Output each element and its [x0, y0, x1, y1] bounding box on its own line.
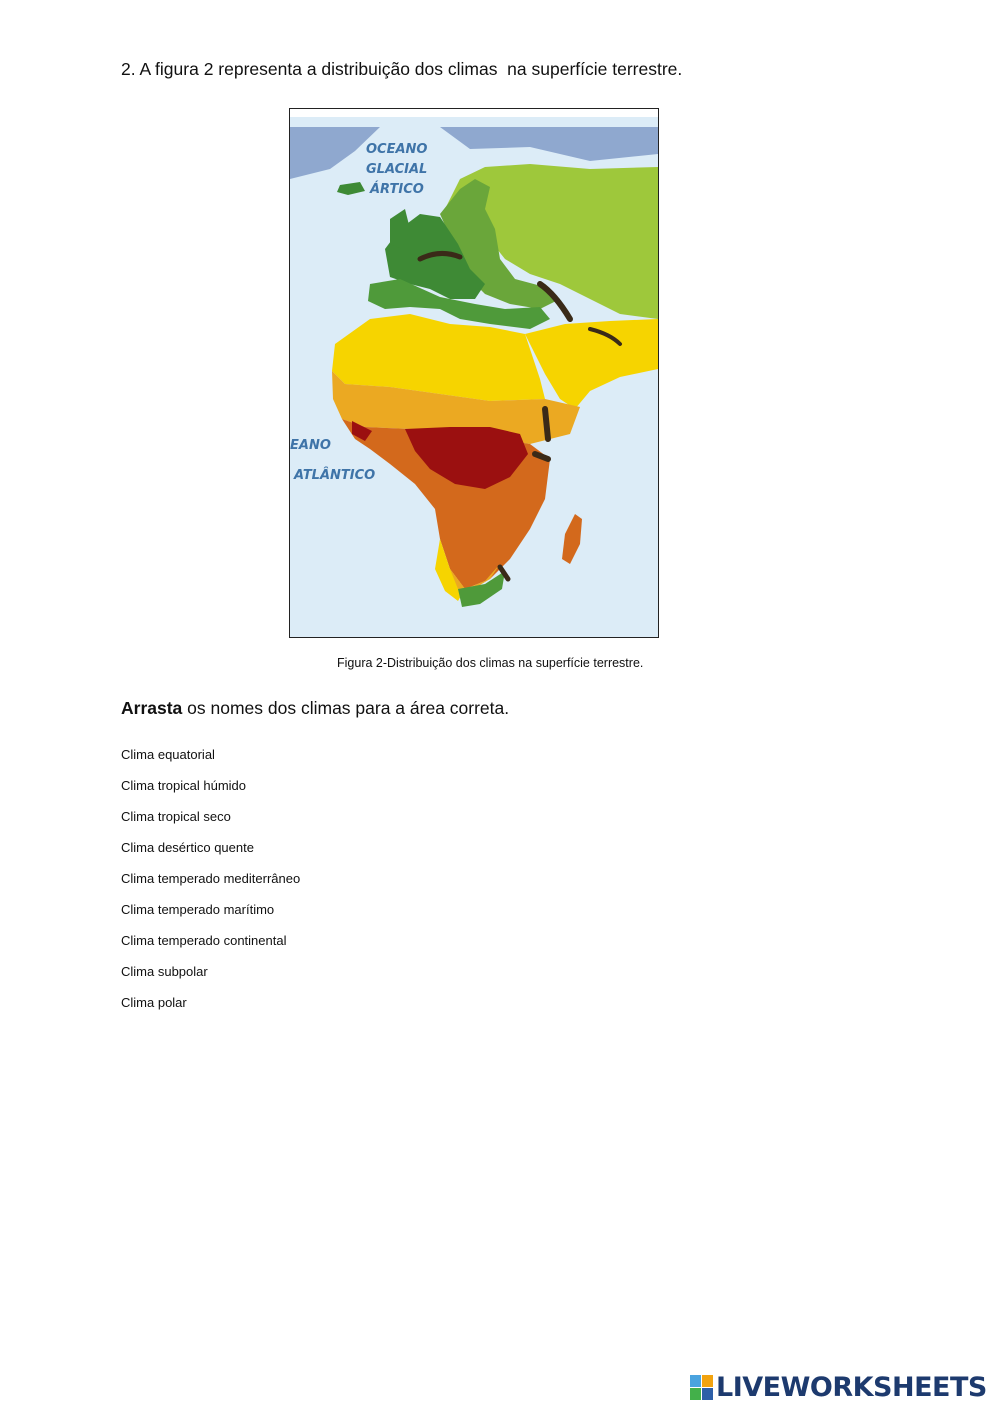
liveworksheets-logo[interactable]	[690, 1372, 987, 1403]
climate-option[interactable]: Clima equatorial	[121, 747, 215, 762]
climate-option[interactable]: Clima polar	[121, 995, 187, 1010]
climate-option[interactable]: Clima desértico quente	[121, 840, 254, 855]
logo-tile	[690, 1388, 701, 1400]
climate-map	[289, 108, 659, 638]
climate-option[interactable]: Clima tropical húmido	[121, 778, 246, 793]
mountain-region	[545, 409, 548, 439]
ocean-label: EANO	[290, 438, 331, 453]
ocean-label: ATLÂNTICO	[294, 468, 376, 483]
ocean-label: ÁRTICO	[370, 182, 424, 197]
logo-tile	[690, 1375, 701, 1387]
climate-option[interactable]: Clima temperado mediterrâneo	[121, 871, 301, 886]
liveworksheets-wordmark: LIVEWORKSHEETS	[716, 1372, 987, 1403]
figure-caption: Figura 2-Distribuição dos climas na superfície terrestre.	[337, 656, 644, 670]
logo-tile	[702, 1388, 713, 1400]
instruction-bold: Arrasta	[121, 698, 183, 718]
liveworksheets-logo-icon	[690, 1375, 713, 1400]
instruction-text	[121, 698, 509, 719]
climate-option[interactable]: Clima subpolar	[121, 964, 208, 979]
instruction-rest: os nomes dos climas para a área correta.	[182, 698, 510, 718]
climate-options-list	[121, 746, 300, 1025]
logo-tile	[702, 1375, 713, 1387]
question-text: 2. A figura 2 representa a distribuição dos climas na superfície terrestre.	[121, 59, 683, 79]
climate-option[interactable]: Clima temperado continental	[121, 933, 287, 948]
climate-option[interactable]: Clima tropical seco	[121, 809, 231, 824]
climate-option[interactable]: Clima temperado marítimo	[121, 902, 275, 917]
climate-map-image	[290, 109, 658, 637]
ocean-label: GLACIAL	[366, 162, 428, 177]
ocean-label: OCEANO	[366, 142, 428, 157]
